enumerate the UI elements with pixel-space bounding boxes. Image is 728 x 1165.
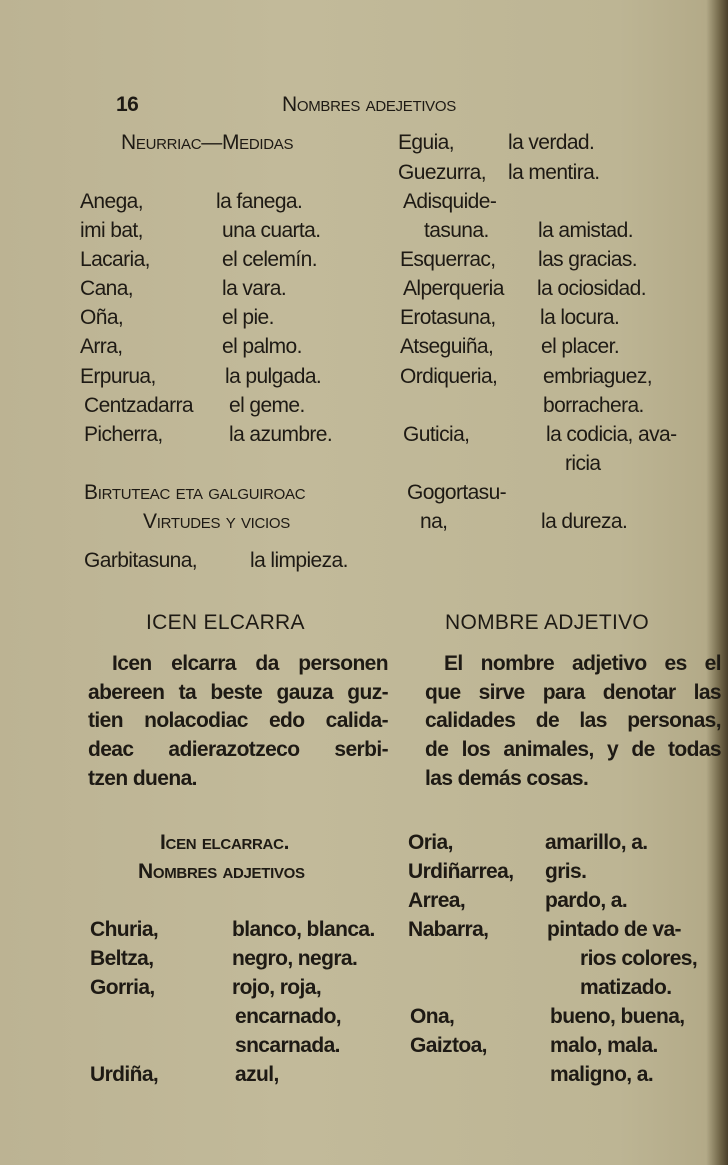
paragraph-line: deac adierazotzeco serbi- <box>88 738 388 761</box>
term-spanish: el pie. <box>222 306 274 329</box>
color-spanish: rojo, roja, <box>232 976 322 999</box>
term-basque: na, <box>420 510 448 533</box>
term-basque: Picherra, <box>84 423 163 446</box>
term-spanish: la dureza. <box>541 510 628 533</box>
paragraph-line: de los animales, y de todas <box>425 738 721 761</box>
color-basque: Urdiña, <box>90 1063 159 1086</box>
term-spanish: la fanega. <box>216 190 303 213</box>
term-spanish: el geme. <box>229 394 305 417</box>
term-spanish: ricia <box>565 452 601 475</box>
adjective-spanish: pintado de va- <box>547 918 681 941</box>
term-spanish: la azumbre. <box>229 423 333 446</box>
term-basque: Lacaria, <box>80 248 150 271</box>
color-basque: Beltza, <box>90 947 154 970</box>
term-basque: Erpurua, <box>80 365 156 388</box>
term-spanish: una cuarta. <box>222 219 321 242</box>
adjective-basque: Arrea, <box>408 889 466 912</box>
term-basque: Alperqueria <box>403 277 504 300</box>
term-basque: Eguia, <box>398 131 454 154</box>
term-spanish: el celemín. <box>222 248 317 271</box>
section-heading-virtues-spanish: Virtudes y vicios <box>143 510 290 533</box>
term-basque: Ordiqueria, <box>400 365 498 388</box>
term-basque: Adisquide- <box>403 190 497 213</box>
term-spanish: la vara. <box>222 277 287 300</box>
paragraph-line: Icen elcarra da personen <box>112 652 388 675</box>
heading-nombre-adjetivo: NOMBRE ADJETIVO <box>445 611 650 634</box>
term-spanish: la amistad. <box>538 219 633 242</box>
color-spanish: negro, negra. <box>232 947 358 970</box>
color-spanish: sncarnada. <box>235 1034 340 1057</box>
term-spanish: las gracias. <box>538 248 638 271</box>
page-number: 16 <box>116 93 139 116</box>
adjective-basque: Urdiñarrea, <box>408 860 514 883</box>
color-spanish: azul, <box>235 1063 279 1086</box>
adjective-spanish: bueno, buena, <box>550 1005 685 1028</box>
adjective-basque: Gaiztoa, <box>410 1034 487 1057</box>
paragraph-line: tzen duena. <box>88 767 197 790</box>
term-basque: imi bat, <box>80 219 143 242</box>
heading-icen-elcarra: ICEN ELCARRA <box>146 611 305 634</box>
term-spanish: la pulgada. <box>225 365 322 388</box>
adjective-spanish: rios colores, <box>580 947 698 970</box>
adjective-spanish: amarillo, a. <box>545 831 648 854</box>
adjective-basque: Oria, <box>408 831 453 854</box>
term-basque: Cana, <box>80 277 134 300</box>
color-basque: Gorria, <box>90 976 155 999</box>
paragraph-line: calidades de las personas, <box>425 709 721 732</box>
paragraph-line: las demás cosas. <box>425 767 589 790</box>
term-spanish: la locura. <box>540 306 620 329</box>
adjective-spanish: pardo, a. <box>545 889 628 912</box>
term-spanish: la limpieza. <box>250 549 348 572</box>
term-basque: Atseguiña, <box>400 335 494 358</box>
term-basque: Centzadarra <box>84 394 193 417</box>
adjective-spanish: malo, mala. <box>550 1034 658 1057</box>
term-basque: Oña, <box>80 306 124 329</box>
section-heading-medidas: Neurriac—Medidas <box>121 131 294 154</box>
term-basque: Anega, <box>80 190 143 213</box>
paragraph-line: que sirve para denotar las <box>425 681 721 704</box>
heading-nombres-adjetivos: Nombres adjetivos <box>138 860 305 883</box>
color-spanish: blanco, blanca. <box>232 918 375 941</box>
adjective-spanish: maligno, a. <box>550 1063 654 1086</box>
paragraph-line: tien nolacodiac edo calida- <box>88 709 388 732</box>
term-basque: Arra, <box>80 335 123 358</box>
color-basque: Churia, <box>90 918 159 941</box>
section-heading-virtues-basque: Birtuteac eta galguiroac <box>84 481 306 504</box>
term-spanish: embriaguez, <box>543 365 652 388</box>
heading-icen-elcarrac: Icen elcarrac. <box>160 831 290 854</box>
term-basque: Erotasuna, <box>400 306 496 329</box>
adjective-spanish: gris. <box>545 860 587 883</box>
term-spanish: el placer. <box>541 335 620 358</box>
term-basque: Garbitasuna, <box>84 549 198 572</box>
term-spanish: el palmo. <box>222 335 302 358</box>
adjective-basque: Nabarra, <box>408 918 489 941</box>
paragraph-line: El nombre adjetivo es el <box>444 652 721 675</box>
term-basque: Guezurra, <box>398 161 486 184</box>
term-spanish: la ociosidad. <box>537 277 646 300</box>
term-basque: Esquerrac, <box>400 248 496 271</box>
adjective-basque: Ona, <box>410 1005 455 1028</box>
term-spanish: la verdad. <box>508 131 595 154</box>
paragraph-line: abereen ta beste gauza guz- <box>88 681 388 704</box>
term-spanish: borrachera. <box>543 394 644 417</box>
term-spanish: la mentira. <box>508 161 600 184</box>
color-spanish: encarnado, <box>235 1005 342 1028</box>
adjective-spanish: matizado. <box>580 976 672 999</box>
term-basque: Guticia, <box>403 423 470 446</box>
running-title: Nombres adejetivos <box>282 93 456 116</box>
term-spanish: la codicia, ava- <box>546 423 677 446</box>
term-basque: tasuna. <box>424 219 489 242</box>
term-basque: Gogortasu- <box>407 481 507 504</box>
